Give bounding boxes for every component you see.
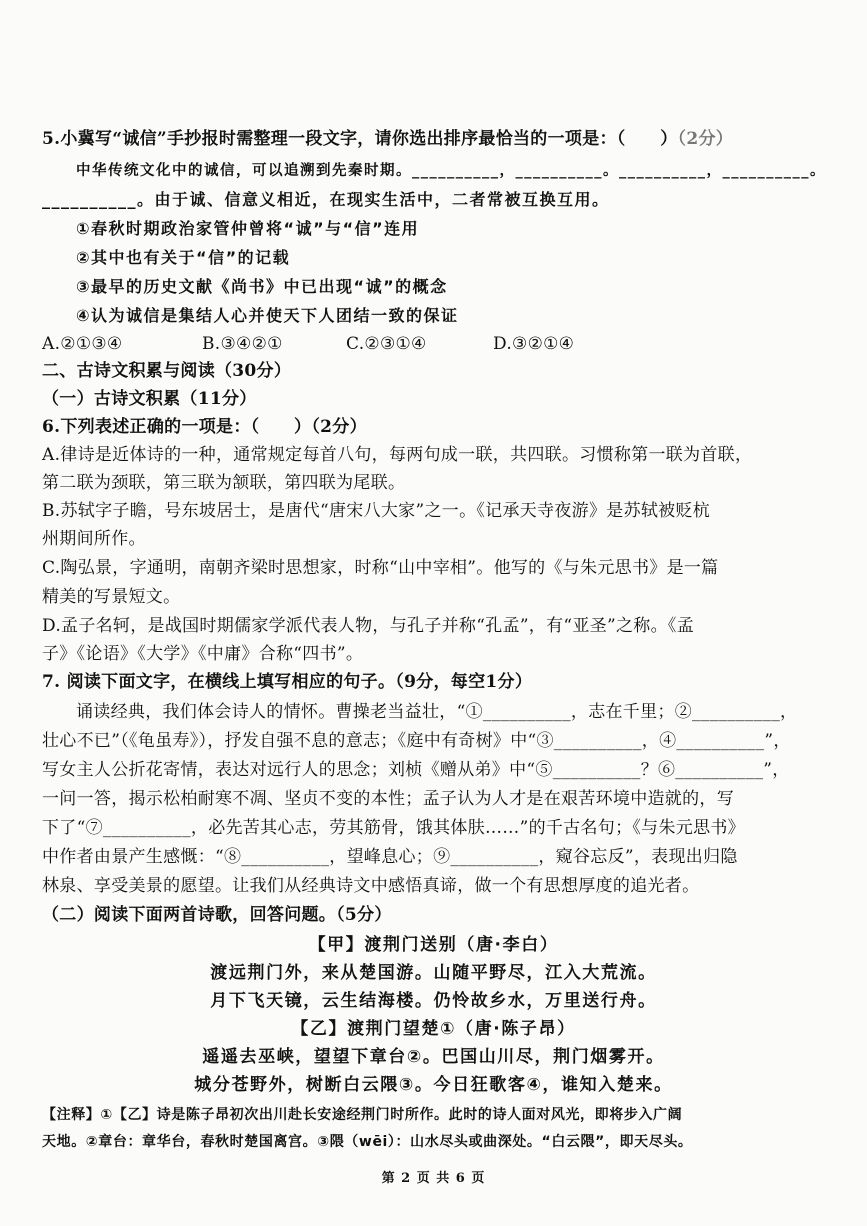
- annotation-line-2: 天地。②章台：章华台，春秋时楚国离宫。③隈（wēi）：山水尽头或曲深处。“白云隈”，即天尽头。: [42, 1134, 693, 1150]
- poem-b-line-1: 遥遥去巫峡，望望下章台②。巴国山川尽，荆门烟雾开。: [202, 1047, 665, 1067]
- poem-a-line-1: 渡远荆门外，来从楚国游。山随平野尽，江入大荒流。: [210, 963, 657, 983]
- q5-option-a: A.②①③④: [42, 334, 123, 354]
- q6-option-a-line-1: A.律诗是近体诗的一种，通常规定每首八句，每两句成一联，共四联。习惯称第一联为首联，: [42, 445, 753, 465]
- q5-item-2: ②其中也有关于“信”的记载: [76, 248, 291, 267]
- q6-option-c-line-2: 精美的写景短文。: [42, 587, 181, 607]
- poem-a-title: 【甲】渡荆门送别（唐·李白）: [308, 935, 559, 955]
- q5-option-d: D.③②①④: [493, 334, 575, 354]
- section-2-part-2-title: （二）阅读下面两首诗歌，回答问题。（5分）: [42, 905, 392, 925]
- q5-stem: [42, 128, 733, 150]
- q5-item-3: ③最早的历史文献《尚书》中已出现“诚”的概念: [76, 277, 448, 296]
- q7-passage-line-4: 一问一答，揭示松柏耐寒不凋、坚贞不变的本性；孟子认为人才是在艰苦环境中造就的，写: [42, 789, 734, 809]
- q6-option-d-line-1: D.孟子名轲，是战国时期儒家学派代表人物，与孔子并称“孔孟”，有“亚圣”之称。《孟: [42, 616, 694, 636]
- page-number: 第 2 页 共 6 页: [381, 1171, 486, 1186]
- q5-stem-text: 5.小冀写“诚信”手抄报时需整理一段文字，请你选出排序最恰当的一项是：（ ）: [42, 129, 678, 149]
- q7-stem: 7. 阅读下面文字，在横线上填写相应的句子。（9分，每空1分）: [42, 672, 533, 692]
- annotation-line-1: 【注释】①【乙】诗是陈子昂初次出川赴长安途经荆门时所作。此时的诗人面对风光，即将步入广阔: [42, 1107, 683, 1123]
- section-2-part-1-title: （一）古诗文积累（11分）: [42, 389, 257, 409]
- q5-option-c: C.②③①④: [346, 334, 427, 354]
- q5-item-4: ④认为诚信是集结人心并使天下人团结一致的保证: [76, 306, 459, 325]
- q5-passage-line-2: __________。由于诚、信意义相近，在现实生活中，二者常被互换互用。: [42, 190, 610, 209]
- q7-passage-line-5: 下了“⑦__________，必先苦其心志，劳其筋骨，饿其体肤……”的千古名句；《与朱元思书》: [42, 818, 745, 838]
- poem-b-title: 【乙】渡荆门望楚①（唐·陈子昂）: [291, 1019, 576, 1039]
- q6-option-a-line-2: 第二联为颈联，第三联为颔联，第四联为尾联。: [42, 473, 406, 493]
- poem-a-line-2: 月下飞天镜，云生结海楼。仍怜故乡水，万里送行舟。: [210, 991, 657, 1011]
- q6-option-d-line-2: 子》《论语》《大学》《中庸》合称“四书”。: [42, 644, 364, 664]
- q7-passage-line-7: 林泉、享受美景的愿望。让我们从经典诗文中感悟真谛，做一个有思想厚度的追光者。: [42, 876, 700, 896]
- q5-score: （2分）: [677, 129, 734, 149]
- q7-passage-line-6: 中作者由景产生感慨：“⑧__________，望峰息心；⑨__________，窥谷忘反”，表现出归隐: [42, 847, 738, 867]
- q7-passage-line-1: 诵读经典，我们体会诗人的情怀。曹操老当益壮，“①__________，志在千里；②__________，: [76, 702, 798, 722]
- q7-passage-line-2: 壮心不已”（《龟虽寿》），抒发自强不息的意志；《庭中有奇树》中“③__________，④__________”，: [42, 731, 791, 751]
- q6-option-b-line-1: B.苏轼字子瞻，号东坡居士，是唐代“唐宋八大家”之一。《记承天寺夜游》是苏轼被贬杭: [42, 501, 711, 521]
- q6-stem: 6.下列表述正确的一项是：（ ）（2分）: [42, 417, 367, 437]
- section-2-title: 二、古诗文积累与阅读（30分）: [42, 361, 292, 381]
- q7-passage-line-3: 写女主人公折花寄情，表达对远行人的思念；刘桢《赠从弟》中“⑤__________？⑥__________”，: [42, 760, 790, 780]
- q5-passage-line-1: 中华传统文化中的诚信，可以追溯到先秦时期。__________，__________。__________，__________。: [76, 163, 826, 179]
- q6-option-b-line-2: 州期间所作。: [42, 529, 146, 549]
- q5-option-b: B.③④②①: [202, 334, 283, 354]
- q6-option-c-line-1: C.陶弘景，字通明，南朝齐梁时思想家，时称“山中宰相”。他写的《与朱元思书》是一篇: [42, 558, 719, 578]
- q5-item-1: ①春秋时期政治家管仲曾将“诚”与“信”连用: [76, 219, 420, 238]
- poem-b-line-2: 城分苍野外，树断白云隈③。今日狂歌客④，谁知入楚来。: [194, 1075, 673, 1095]
